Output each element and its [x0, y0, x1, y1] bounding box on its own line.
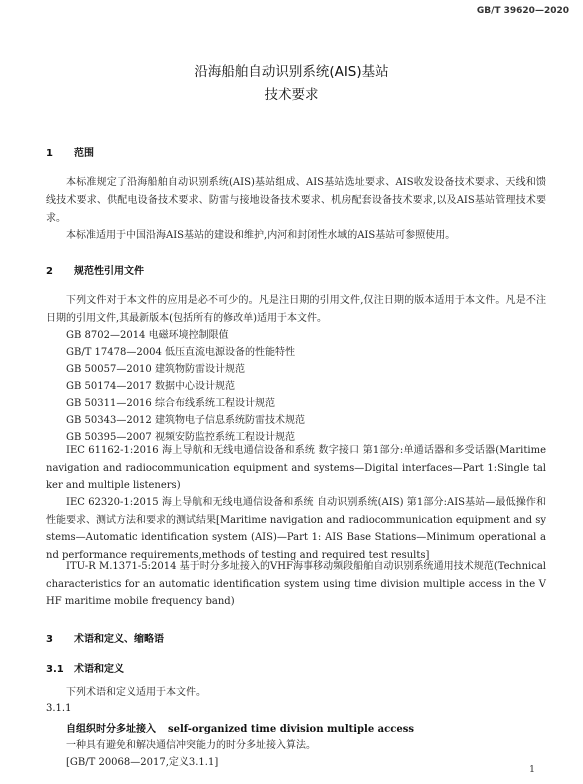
section-3-intro: 下列术语和定义适用于本文件。 — [66, 687, 206, 698]
subsection-3-1-heading — [46, 660, 124, 675]
reference-item: GB 50395—2007 视频安防监控系统工程设计规范 — [66, 432, 295, 443]
reference-item-iec-61162: IEC 61162-1:2016 海上导航和无线电通信设备和系统 数字接口 第1部分:单通话器和多受话器(Maritime navigation and radiocommunication equipment and systems—Digital interfaces—Part 1:Single talker and multiple listeners) — [46, 445, 546, 492]
reference-item: GB/T 17478—2004 低压直流电源设备的性能特性 — [66, 347, 295, 358]
section-2-heading — [46, 262, 144, 277]
page-number: 1 — [528, 764, 535, 775]
section-2-intro: 下列文件对于本文件的应用是必不可少的。凡是注日期的引用文件,仅注日期的版本适用于本文件。凡是不注日期的引用文件,其最新版本(包括所有的修改单)适用于本文件。 — [46, 295, 546, 324]
reference-item: GB 8702—2014 电磁环境控制限值 — [66, 330, 229, 341]
section-1-paragraph-2: 本标准适用于中国沿海AIS基站的建设和维护,内河和封闭性水域的AIS基站可参照使用。 — [66, 230, 456, 241]
reference-item: GB 50057—2010 建筑物防雷设计规范 — [66, 364, 245, 375]
subsection-title: 术语和定义 — [74, 664, 124, 675]
reference-item: GB 50311—2016 综合布线系统工程设计规范 — [66, 398, 275, 409]
reference-item-itu-r-m1371: ITU-R M.1371-5:2014 基于时分多址接入的VHF海事移动频段船舶自动识别系统通用技术规范(Technical characteristics for an automatic identification system using time division multiple access in the VHF maritime mobile frequency band) — [46, 561, 546, 608]
section-3-heading — [46, 630, 164, 645]
section-title: 规范性引用文件 — [74, 266, 144, 277]
term-definition: 一种具有避免和解决通信冲突能力的时分多址接入算法。 — [66, 740, 316, 751]
subsection-number: 3.1 — [46, 664, 64, 675]
standard-code: GB/T 39620—2020 — [476, 6, 569, 16]
term-number: 3.1.1 — [46, 703, 72, 714]
section-1-heading — [46, 144, 94, 159]
term-chinese: 自组织时分多址接入 — [66, 724, 156, 735]
reference-item-iec-62320: IEC 62320-1:2015 海上导航和无线电通信设备和系统 自动识别系统(AIS) 第1部分:AIS基站—最低操作和性能要求、测试方法和要求的测试结果[Maritime navigation and radiocommunication equipment and systems—Automatic identification system (AIS)—Part 1: AIS Base Stations—Minimum operational and performance requirements,methods of testing and required test results] — [46, 497, 546, 561]
reference-item: GB 50343—2012 建筑物电子信息系统防雷技术规范 — [66, 415, 305, 426]
term-source: [GB/T 20068—2017,定义3.1.1] — [66, 757, 219, 768]
section-title: 范围 — [74, 148, 94, 159]
document-subtitle: 技术要求 — [264, 87, 319, 103]
document-title: 沿海船舶自动识别系统(AIS)基站 — [194, 64, 389, 80]
section-title: 术语和定义、缩略语 — [74, 634, 164, 645]
term-heading — [66, 720, 414, 735]
section-number: 3 — [46, 634, 53, 645]
term-english: self-organized time division multiple access — [168, 724, 414, 735]
section-1-paragraph-1: 本标准规定了沿海船舶自动识别系统(AIS)基站组成、AIS基站选址要求、AIS收发设备技术要求、天线和馈线技术要求、供配电设备技术要求、防雷与接地设备技术要求、机房配套设备技术要求,以及AIS基站管理技术要求。 — [46, 177, 546, 224]
reference-item: GB 50174—2017 数据中心设计规范 — [66, 381, 235, 392]
section-number: 1 — [46, 148, 53, 159]
section-number: 2 — [46, 266, 53, 277]
